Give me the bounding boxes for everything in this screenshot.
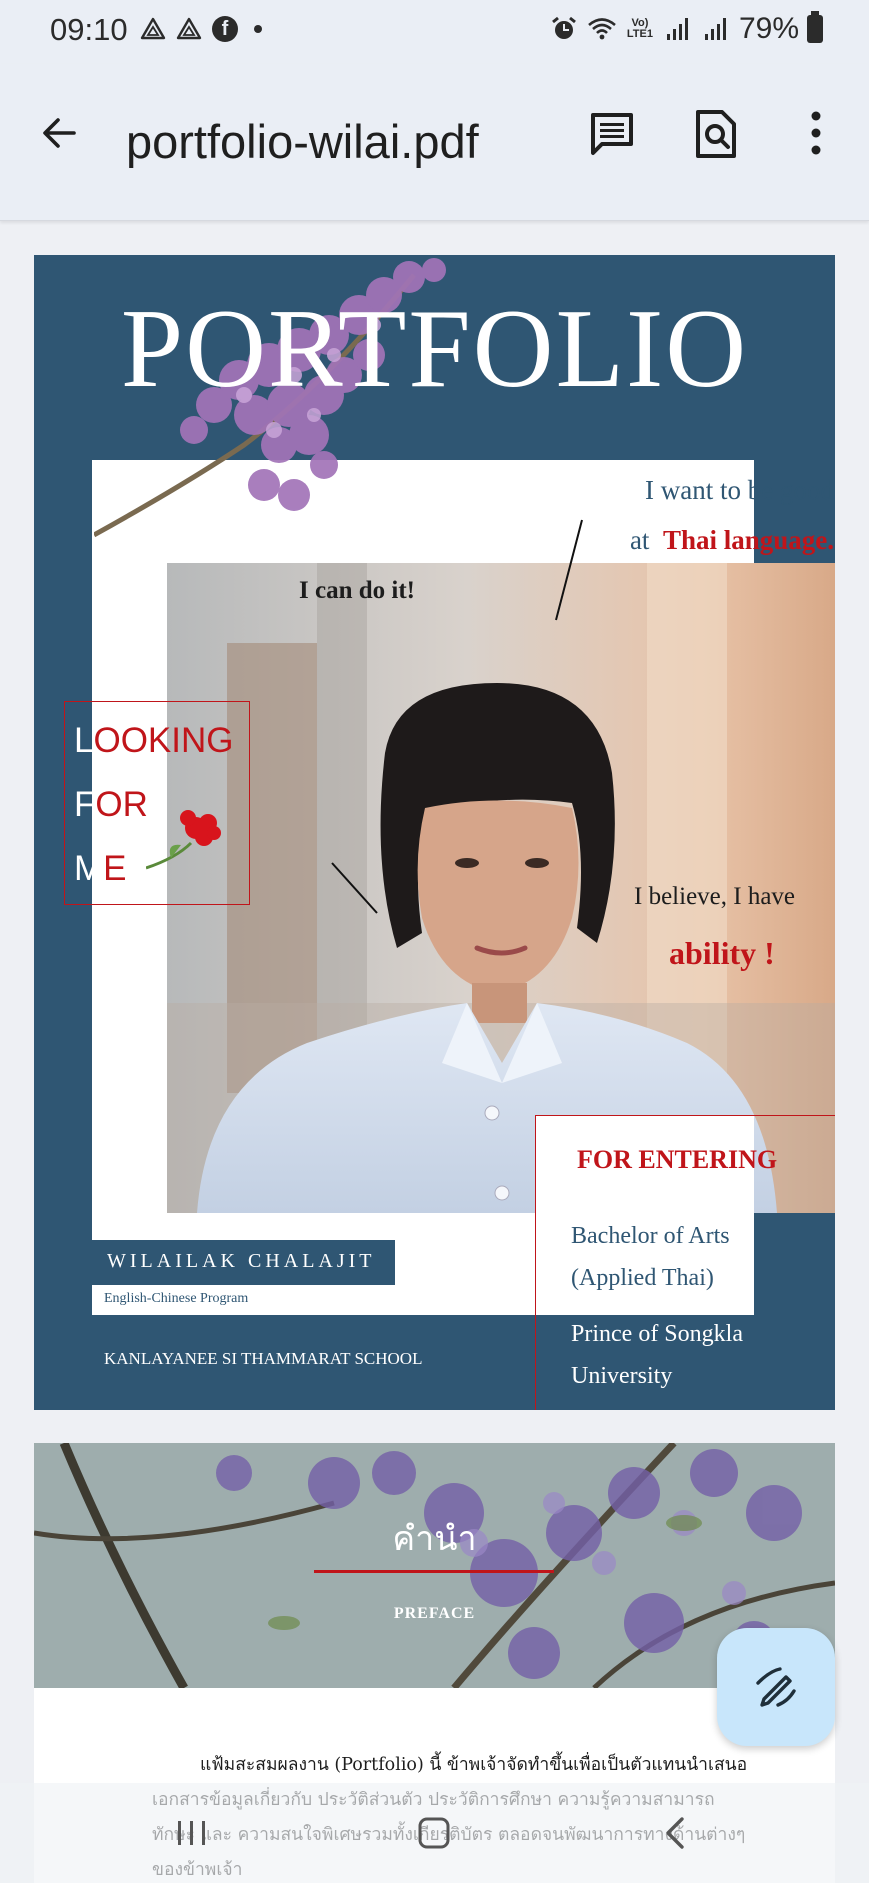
quote-ability: ability ! xyxy=(669,935,775,971)
degree-line-2: (Applied Thai) xyxy=(571,1265,714,1291)
signal-icon xyxy=(701,14,731,44)
app-bar xyxy=(0,64,869,221)
quote-want-line-2 xyxy=(594,515,834,565)
for-rest: OR xyxy=(95,785,148,824)
annotate-fab-button[interactable] xyxy=(717,1628,835,1746)
alert-triangle-icon xyxy=(176,16,202,42)
recent-apps-icon[interactable] xyxy=(172,1813,212,1853)
quote-want-at: at xyxy=(629,525,650,555)
callout-line xyxy=(544,515,594,625)
preface-rule xyxy=(314,1570,554,1573)
student-name: WILAILAK CHALAJIT xyxy=(107,1250,376,1272)
find-in-document-icon[interactable] xyxy=(694,108,738,160)
battery-percent: 79% xyxy=(738,12,799,45)
me-m: M xyxy=(74,849,104,888)
me-rest: E xyxy=(103,849,127,888)
looking-l: L xyxy=(74,721,94,760)
university-line-1: Prince of Songkla xyxy=(571,1321,743,1347)
quote-want-line-1: I want to be good xyxy=(645,475,834,505)
pdf-page-1 xyxy=(34,255,835,1410)
for-f: F xyxy=(74,785,96,824)
quote-can-do: I can do it! xyxy=(299,577,415,604)
quote-believe: I believe, I have xyxy=(634,883,796,910)
notification-icons xyxy=(140,16,262,42)
more-options-icon[interactable] xyxy=(808,110,824,156)
document-title: portfolio-wilai.pdf xyxy=(126,115,479,168)
university-text xyxy=(571,1313,743,1397)
for-entering-label: FOR ENTERING xyxy=(577,1145,778,1174)
status-bar xyxy=(0,0,869,64)
volte-line-1: Vo) xyxy=(631,17,649,29)
quote-want-highlight: Thai language. xyxy=(662,525,834,555)
wifi-icon xyxy=(587,14,617,44)
preface-subheading: PREFACE xyxy=(393,1605,476,1622)
quote-want xyxy=(594,465,835,565)
volte-indicator xyxy=(625,18,655,40)
battery-icon xyxy=(807,15,823,43)
alarm-icon xyxy=(549,14,579,44)
comment-icon[interactable] xyxy=(588,110,636,158)
university-line-2: University xyxy=(571,1363,673,1389)
red-flower-icon xyxy=(146,803,226,873)
pen-edit-icon xyxy=(750,1661,802,1713)
facebook-icon: f xyxy=(212,16,238,42)
preface-heading-thai: คำนำ xyxy=(392,1519,477,1559)
status-time: 09:10 xyxy=(50,12,128,47)
system-nav-bar xyxy=(0,1783,869,1883)
degree-text xyxy=(571,1215,730,1299)
dot-icon xyxy=(254,25,262,33)
back-arrow-icon[interactable] xyxy=(36,110,82,156)
jacaranda-banner-image xyxy=(34,1443,835,1688)
back-nav-icon[interactable] xyxy=(656,1813,696,1853)
portfolio-title: PORTFOLIO xyxy=(120,287,749,411)
home-icon[interactable] xyxy=(414,1813,454,1853)
degree-line-1: Bachelor of Arts xyxy=(571,1223,730,1249)
program-name: English-Chinese Program xyxy=(104,1291,249,1306)
alert-triangle-icon xyxy=(140,16,166,42)
status-right xyxy=(549,12,823,46)
volte-line-2: LTE1 xyxy=(626,28,653,40)
looking-line-1 xyxy=(74,709,234,773)
school-name: KANLAYANEE SI THAMMARAT SCHOOL xyxy=(104,1349,423,1368)
looking-rest: OOKING xyxy=(93,721,234,760)
signal-icon xyxy=(663,14,693,44)
preface-line: แฟ้มสะสมผลงาน (Portfolio) นี้ ข้าพเจ้าจัดทำขึ้นเพื่อเป็นตัวแทนนำเสนอ xyxy=(200,1755,748,1775)
